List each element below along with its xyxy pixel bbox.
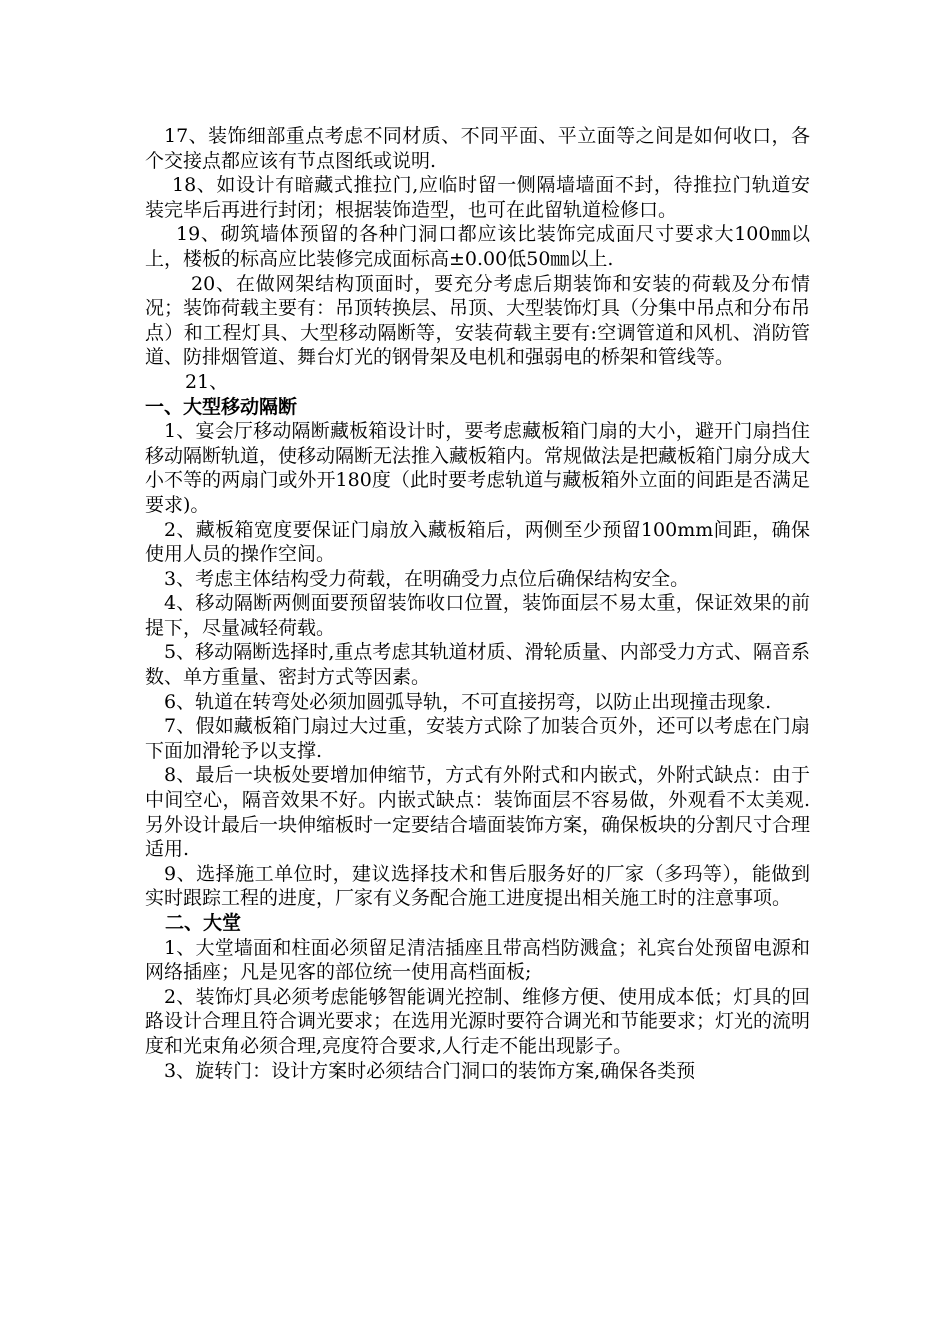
paragraph-19: 19、砌筑墙体预留的各种门洞口都应该比装饰完成面尺寸要求大100㎜以上，楼板的标高应比装修完成面标高±0.00低50㎜以上. [145, 223, 810, 270]
list-item: 3、考虑主体结构受力荷载，在明确受力点位后确保结构安全。 [164, 567, 690, 590]
list-item: 2、装饰灯具必须考虑能够智能调光控制、维修方便、使用成本低；灯具的回路设计合理且符合调光要求；在选用光源时要符合调光和节能要求；灯光的流明度和光束角必须合理,亮度符合要求,人行走不能出现影子。 [145, 985, 811, 1057]
list-item: 8、最后一块板处要增加伸缩节，方式有外附式和内嵌式，外附式缺点：由于中间空心，隔音效果不好。内嵌式缺点：装饰面层不容易做，外观看不太美观.另外设计最后一块伸缩板时一定要结合墙面装饰方案，确保板块的分割尺寸合理适用. [145, 764, 811, 861]
list-item: 7、假如藏板箱门扇过大过重，安装方式除了加装合页外，还可以考虑在门扇下面加滑轮予以支撑. [145, 715, 810, 762]
paragraph-20: 20、在做网架结构顶面时，要充分考虑后期装饰和安装的荷载及分布情况；装饰荷载主要有：吊顶转换层、吊顶、大型装饰灯具（分集中吊点和分布吊点）和工程灯具、大型移动隔断等，安装荷载主要有:空调管道和风机、消防管道、防排烟管道、舞台灯光的钢骨架及电机和强弱电的桥架和管线等。 [145, 272, 811, 369]
section-heading-lobby: 二、大堂 [165, 912, 242, 934]
document-body [145, 124, 810, 1083]
list-item: 1、大堂墙面和柱面必须留足清洁插座且带高档防溅盒；礼宾台处预留电源和网络插座；凡是见客的部位统一使用高档面板; [145, 936, 810, 984]
list-item: 5、移动隔断选择时,重点考虑其轨道材质、滑轮质量、内部受力方式、隔音系数、单方重量、密封方式等因素。 [145, 641, 810, 689]
paragraph-18: 18、如设计有暗藏式推拉门,应临时留一侧隔墙墙面不封，待推拉门轨道安装完毕后再进行封闭；根据装饰造型，也可在此留轨道检修口。 [145, 174, 810, 221]
list-item: 6、轨道在转弯处必须加圆弧导轨，不可直接拐弯，以防止出现撞击现象. [164, 690, 772, 713]
list-item: 9、选择施工单位时，建议选择技术和售后服务好的厂家（多玛等），能做到实时跟踪工程的进度，厂家有义务配合施工进度提出相关施工时的注意事项。 [145, 862, 810, 910]
list-item: 3、旋转门：设计方案时必须结合门洞口的装饰方案,确保各类预 [164, 1059, 696, 1082]
list-item: 1、宴会厅移动隔断藏板箱设计时，要考虑藏板箱门扇的大小，避开门扇挡住移动隔断轨道，使移动隔断无法推入藏板箱内。常规做法是把藏板箱门扇分成大小不等的两扇门或外开180度（此时要考虑轨道与藏板箱外立面的间距是否满足要求)。 [145, 420, 811, 516]
section-heading-movable-partition: 一、大型移动隔断 [145, 395, 298, 418]
list-item: 4、移动隔断两侧面要预留装饰收口位置，装饰面层不易太重，保证效果的前提下，尽量减轻荷载。 [145, 592, 810, 639]
paragraph-17: 17、装饰细部重点考虑不同材质、不同平面、平立面等之间是如何收口，各个交接点都应该有节点图纸或说明. [145, 125, 810, 172]
list-item: 2、藏板箱宽度要保证门扇放入藏板箱后，两侧至少预留100mm间距，确保使用人员的操作空间。 [145, 518, 810, 566]
paragraph-21: 21、 [185, 370, 229, 393]
